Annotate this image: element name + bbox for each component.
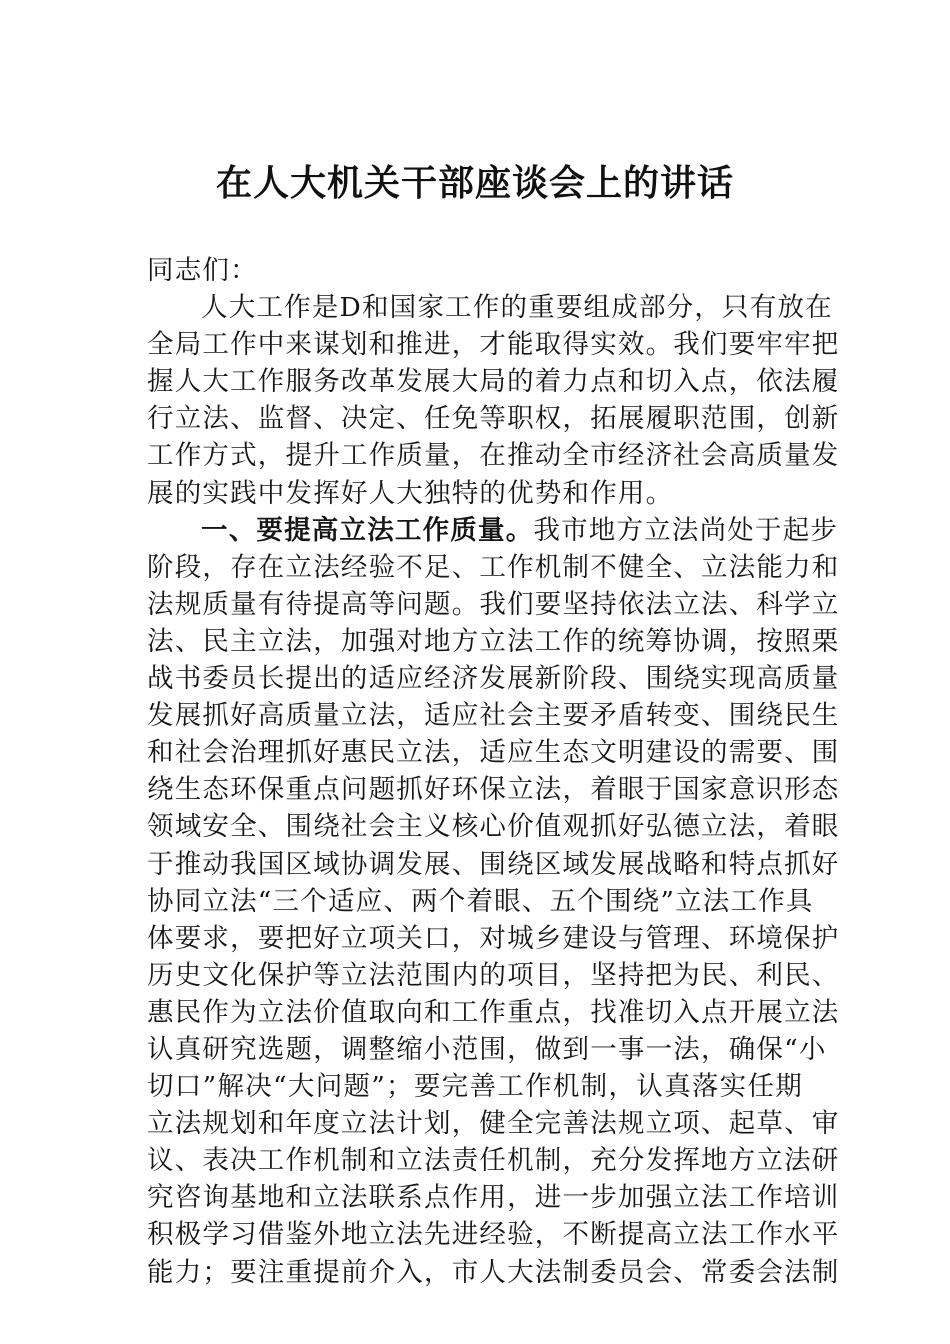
line-text: 于推动我国区域协调发展、围绕区域发展战略和特点抓好 bbox=[147, 848, 840, 880]
text-line bbox=[147, 920, 840, 957]
text-line bbox=[147, 846, 840, 883]
line-text: 我市地方立法尚处于起步 bbox=[533, 514, 839, 546]
text-line bbox=[147, 1105, 840, 1142]
line-text: 战书委员长提出的适应经济发展新阶段、围绕实现高质量 bbox=[147, 663, 840, 695]
line-text: 展的实践中发挥好人大独特的优势和作用。 bbox=[147, 477, 674, 509]
text-line bbox=[147, 326, 840, 363]
text-line bbox=[147, 1216, 840, 1253]
text-line bbox=[147, 1142, 840, 1179]
text-line bbox=[147, 289, 833, 326]
line-text: 历史文化保护等立法范围内的项目，坚持把为民、利民、 bbox=[147, 959, 840, 991]
text-line bbox=[147, 475, 803, 512]
line-text: 工作方式，提升工作质量，在推动全市经济社会高质量发 bbox=[147, 440, 840, 472]
line-text: 立法规划和年度立法计划，健全完善法规立项、起草、审 bbox=[147, 1108, 840, 1140]
text-line bbox=[147, 1031, 827, 1068]
text-line bbox=[147, 363, 840, 400]
text-line bbox=[147, 808, 840, 845]
line-text: 人大工作是D和国家工作的重要组成部分，只有放在 bbox=[201, 292, 833, 324]
line-text: 阶段，存在立法经验不足、工作机制不健全、立法能力和 bbox=[147, 551, 840, 583]
line-text: 全局工作中来谋划和推进，才能取得实效。我们要牢牢把 bbox=[147, 329, 840, 361]
line-text: 握人大工作服务改革发展大局的着力点和切入点，依法履 bbox=[147, 366, 840, 398]
line-text: 体要求，要把好立项关口，对城乡建设与管理、环境保护 bbox=[147, 922, 840, 954]
line-text: 切口”解决“大问题”；要完善工作机制，认真落实任期 bbox=[147, 1071, 803, 1103]
line-text: 行立法、监督、决定、任免等职权，拓展履职范围，创新 bbox=[147, 403, 840, 435]
section-heading: 一、要提高立法工作质量。 bbox=[201, 514, 534, 546]
document-body bbox=[147, 252, 840, 1291]
text-line bbox=[147, 660, 840, 697]
line-text: 绕生态环保重点问题抓好环保立法，着眼于国家意识形态 bbox=[147, 774, 840, 806]
document-title: 在人大机关干部座谈会上的讲话 bbox=[215, 162, 734, 204]
text-line bbox=[147, 1068, 803, 1105]
text-line bbox=[147, 586, 840, 623]
text-line bbox=[147, 437, 840, 474]
paragraph-lines bbox=[147, 289, 840, 1291]
line-text: 究咨询基地和立法联系点作用，进一步加强立法工作培训 bbox=[147, 1182, 840, 1214]
text-line bbox=[147, 1179, 840, 1216]
line-text: 能力；要注重提前介入，市人大法制委员会、常委会法制 bbox=[147, 1256, 840, 1288]
line-text: 法、民主立法，加强对地方立法工作的统筹协调，按照栗 bbox=[147, 625, 840, 657]
salutation: 同志们： bbox=[147, 255, 258, 286]
text-line bbox=[147, 400, 840, 437]
line-text: 协同立法“三个适应、两个着眼、五个围绕”立法工作具 bbox=[147, 885, 814, 917]
text-line bbox=[147, 883, 814, 920]
text-line bbox=[147, 623, 840, 660]
line-text: 积极学习借鉴外地立法先进经验，不断提高立法工作水平 bbox=[147, 1219, 840, 1251]
line-text: 法规质量有待提高等问题。我们要坚持依法立法、科学立 bbox=[147, 588, 840, 620]
text-line bbox=[147, 994, 840, 1031]
line-text: 领域安全、围绕社会主义核心价值观抓好弘德立法，着眼 bbox=[147, 811, 840, 843]
line-text: 议、表决工作机制和立法责任机制，充分发挥地方立法研 bbox=[147, 1145, 840, 1177]
text-line bbox=[147, 697, 840, 734]
text-line bbox=[147, 1254, 840, 1291]
line-text: 认真研究选题，调整缩小范围，做到一事一法，确保“小 bbox=[147, 1033, 827, 1065]
text-line bbox=[147, 734, 840, 771]
text-line bbox=[147, 512, 839, 549]
text-line bbox=[147, 957, 840, 994]
line-text: 惠民作为立法价值取向和工作重点，找准切入点开展立法 bbox=[147, 996, 840, 1028]
line-text: 和社会治理抓好惠民立法，适应生态文明建设的需要、围 bbox=[147, 737, 840, 769]
text-line bbox=[147, 771, 840, 808]
line-text: 发展抓好高质量立法，适应社会主要矛盾转变、围绕民生 bbox=[147, 700, 840, 732]
text-line bbox=[147, 549, 840, 586]
